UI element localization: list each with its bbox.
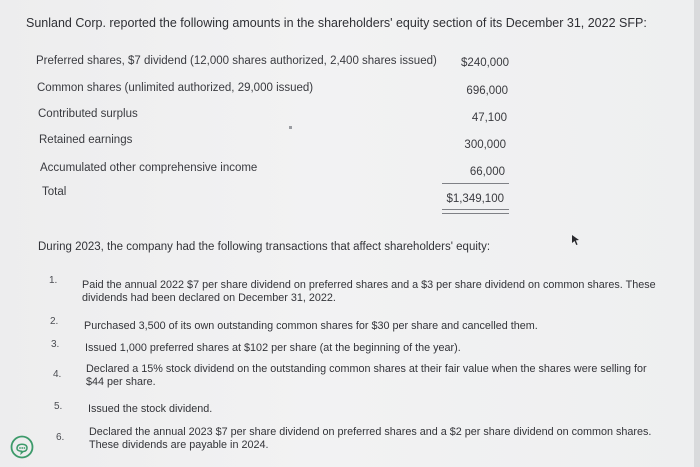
sfp-amount-preferred-shares: $240,000 bbox=[461, 57, 509, 69]
page-edge bbox=[694, 0, 700, 467]
mouse-cursor-icon bbox=[571, 234, 581, 246]
total-double-rule bbox=[442, 209, 509, 214]
transaction-number-1: 1. bbox=[49, 275, 58, 286]
transaction-4: Declared a 15% stock dividend on the outstanding common shares at their fair value when the shares were selling for $44 per share. bbox=[86, 363, 647, 388]
transaction-5: Issued the stock dividend. bbox=[88, 403, 213, 415]
transaction-number-4: 4. bbox=[53, 369, 62, 380]
transactions-intro: During 2023, the company had the following transactions that affect shareholders' equity: bbox=[38, 241, 491, 253]
transaction-3: Issued 1,000 preferred shares at $102 per share (at the beginning of the year). bbox=[85, 342, 461, 354]
scan-mark bbox=[289, 126, 292, 129]
sfp-amount-common-shares: 696,000 bbox=[466, 85, 508, 97]
transaction-6: Declared the annual 2023 $7 per share dividend on preferred shares and a $2 per share dividend on common shares. These dividends are payable in 2024. bbox=[89, 426, 652, 451]
sfp-label-total: Total bbox=[42, 186, 67, 198]
transaction-number-3: 3. bbox=[51, 339, 60, 350]
question-intro: Sunland Corp. reported the following amounts in the shareholders' equity section of its December 31, 2022 SFP: bbox=[26, 16, 647, 30]
sfp-label-preferred-shares: Preferred shares, $7 dividend (12,000 shares authorized, 2,400 shares issued) bbox=[36, 55, 437, 67]
transaction-2: Purchased 3,500 of its own outstanding common shares for $30 per share and cancelled them. bbox=[84, 320, 538, 332]
sfp-label-contributed-surplus: Contributed surplus bbox=[38, 108, 138, 120]
transaction-number-2: 2. bbox=[50, 316, 59, 327]
sfp-amount-retained-earnings: 300,000 bbox=[464, 139, 506, 151]
sfp-amount-total: $1,349,100 bbox=[446, 193, 504, 205]
transaction-number-5: 5. bbox=[54, 401, 63, 412]
sfp-amount-contributed-surplus: 47,100 bbox=[471, 112, 507, 124]
sfp-label-aoci: Accumulated other comprehensive income bbox=[40, 162, 258, 174]
transaction-number-6: 6. bbox=[56, 432, 65, 443]
help-bubble-icon[interactable] bbox=[10, 435, 34, 459]
transaction-1: Paid the annual 2022 $7 per share dividend on preferred shares and a $3 per share dividend on common shares. These dividends had been declared on December 31, 2022. bbox=[82, 279, 656, 304]
sfp-label-retained-earnings: Retained earnings bbox=[39, 134, 133, 146]
subtotal-rule bbox=[442, 183, 509, 184]
sfp-label-common-shares: Common shares (unlimited authorized, 29,000 issued) bbox=[37, 82, 314, 94]
sfp-amount-aoci: 66,000 bbox=[469, 166, 505, 178]
